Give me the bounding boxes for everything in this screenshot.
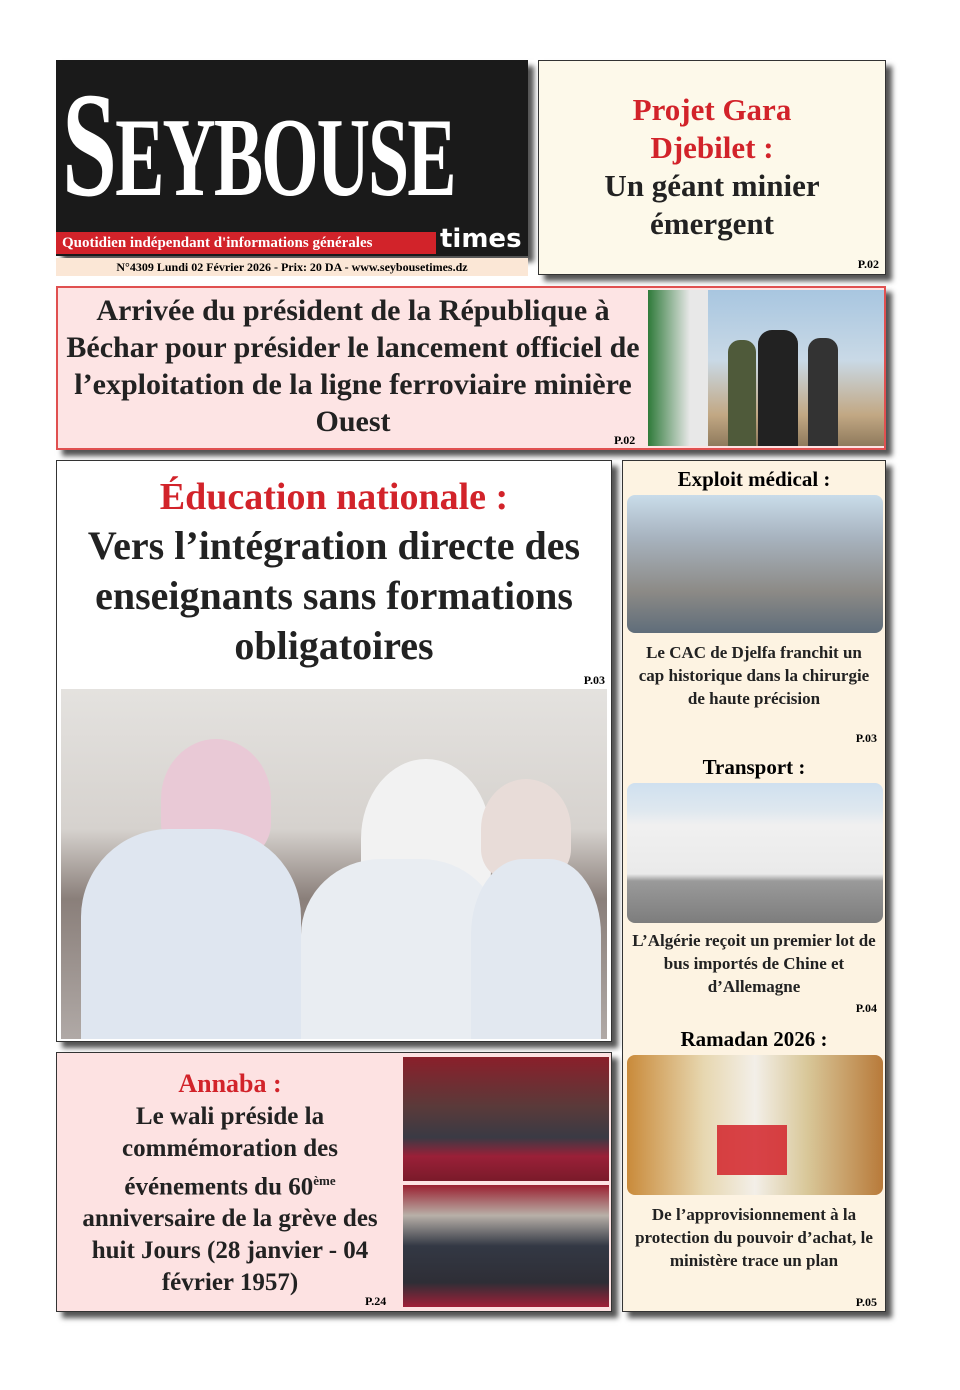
page-ref: P.03 <box>583 673 605 687</box>
main-story[interactable] <box>56 460 612 1042</box>
headline-part: Le wali préside la commémoration des événements du 60 <box>122 1103 338 1201</box>
kicker: Annaba : <box>178 1069 282 1098</box>
summary: De l’approvisionnement à la protection du pouvoir d’achat, le ministère trace un plan <box>635 1205 873 1270</box>
masthead <box>56 60 528 256</box>
buses-photo <box>627 783 883 923</box>
headline: Vers l’intégration directe des enseignants sans formations obligatoires <box>87 523 581 668</box>
kicker: Exploit médical : <box>677 467 831 491</box>
ceremony-photo-1 <box>403 1057 609 1181</box>
hospital-photo <box>627 495 883 633</box>
story-transport[interactable] <box>623 751 885 1021</box>
summary: Le CAC de Djelfa franchit un cap historique dans la chirurgie de haute précision <box>638 643 870 708</box>
page-ref: P.24 <box>365 1294 387 1308</box>
page-ref: P.04 <box>855 1001 877 1015</box>
president-photo <box>648 290 884 446</box>
story-ramadan[interactable] <box>623 1023 885 1313</box>
kicker: Ramadan 2026 : <box>680 1027 828 1051</box>
page-ref: P.02 <box>614 433 636 447</box>
superscript: ème <box>313 1173 336 1188</box>
banner-story[interactable] <box>56 286 886 450</box>
top-right-story[interactable] <box>538 60 886 275</box>
story-medical[interactable] <box>623 461 885 751</box>
kicker: Projet Gara Djebilet : <box>632 92 792 165</box>
kicker: Éducation nationale : <box>159 476 509 518</box>
headline: Arrivée du président de la République à Béchar pour présider le lancement officiel de l’exploitation de la ligne ferroviaire minière Ouest <box>66 294 640 438</box>
headline: Un géant minier émergent <box>604 168 820 241</box>
ceremony-photo-2 <box>403 1185 609 1307</box>
page-ref: P.05 <box>855 1295 877 1309</box>
annaba-story[interactable] <box>56 1052 612 1312</box>
issue-info: N°4309 Lundi 02 Février 2026 - Prix: 20 DA - www.seybousetimes.dz <box>56 258 528 276</box>
page-ref: P.02 <box>857 257 879 271</box>
page-ref: P.03 <box>855 731 877 745</box>
logo: SEYBOUSE <box>62 62 455 228</box>
tagline: Quotidien indépendant d'informations générales <box>56 232 436 254</box>
logo-times: times <box>440 224 522 254</box>
supermarket-photo <box>627 1055 883 1195</box>
students-photo <box>61 689 607 1039</box>
summary: L’Algérie reçoit un premier lot de bus importés de Chine et d’Allemagne <box>632 931 876 996</box>
headline-part: anniversaire de la grève des huit Jours (28 janvier - 04 février 1957) <box>82 1205 378 1297</box>
headline <box>59 1101 401 1299</box>
kicker: Transport : <box>702 755 806 779</box>
right-column <box>622 460 886 1312</box>
